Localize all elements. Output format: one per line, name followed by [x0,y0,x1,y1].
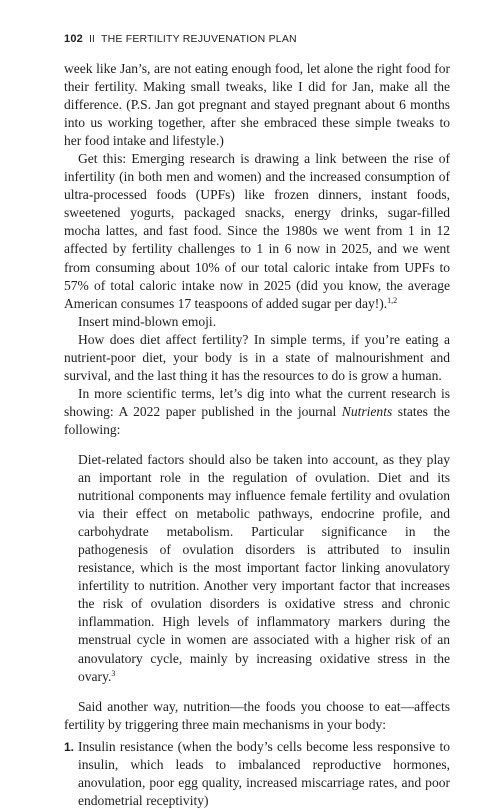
paragraph-upf-research [64,150,450,312]
paragraph-scientific-terms [64,385,450,439]
footnote-ref: 3 [111,668,116,678]
quote-text: Diet-related factors should also be taken into account, as they play an important role in the regulation of ovulation. Diet and its nutritional components may influence female fertility and ovulation via their effect on metabolic pathways, endocrine profile, and carbohydrate metabolism. Particular significance in the pathogenesis of ovulation disorders is attributed to insulin resistance, which is the most important factor linking anovulatory infertility to nutrition. Another very important factor that increases the risk of ovulation disorders is oxidative stress and chronic inflammation. High levels of inflammatory markers during the menstrual cycle in women are associated with a higher risk of an anovulatory cycle, mainly by increasing oxidative stress in the ovary. [78,451,450,684]
paragraph-mind-blown [64,313,450,331]
block-quote [78,451,450,686]
running-head [64,33,297,45]
paragraph-said-another-way [64,698,450,734]
list-item-text: Insulin resistance (when the body’s cells become less responsive to insulin, which leads to imbalanced reproductive hormones, anovulation, poor egg quality, increased miscarriage rates, and poor endometrial receptivity) [78,738,450,808]
list-item-number: 1. [64,739,75,754]
paragraph-text: Get this: Emerging research is drawing a link between the rise of infertility (in both men and women) and the increased consumption of ultra-processed foods (UPFs) like frozen dinners, instant foods, sweetened yogurts, packaged snacks, energy drinks, sugar-filled mocha lattes, and fast food. Since the 1980s we went from 1 in 12 affected by fertility challenges to 1 in 6 now in 2025, and we went from consuming about 10% of our total caloric intake from UPFs to 57% of total caloric intake now in 2025 (did you know, the average American consumes 17 teaspoons of added sugar per day!). [64,151,450,311]
header-separator: II [89,34,96,45]
mechanisms-list [64,738,450,810]
journal-name: Nutrients [341,403,393,419]
book-title: THE FERTILITY REJUVENATION PLAN [100,33,297,45]
paragraph-diet-question [64,331,450,385]
paragraph-text: In more scientific terms, let’s dig into what the current research is showing: A 2022 paper published in the journal [64,385,450,419]
list-item [64,738,450,810]
paragraph-text: How does diet affect fertility? In simple terms, if you’re eating a nutrient-poor diet, your body is in a state of malnourishment and survival, and the last thing it has the resources to do is grow a human. [64,331,450,383]
paragraph-text: states the following: [64,403,451,437]
paragraph-text: Said another way, nutrition—the foods you choose to eat—affects fertility by triggering three main mechanisms in your body: [64,698,450,732]
body-text [64,60,450,810]
paragraph-text: Insert mind-blown emoji. [78,313,217,329]
paragraph-continued [64,60,450,150]
paragraph-text: week like Jan’s, are not eating enough food, let alone the right food for their fertility. Making small tweaks, like I did for Jan, make all the difference. (P.S. Jan got pregnant and stayed pregnant about 6 months into us working together, after she embraced these simple tweaks to her food intake and lifestyle.) [64,61,450,149]
page-number: 102 [64,33,83,45]
footnote-ref: 1,2 [387,295,398,305]
